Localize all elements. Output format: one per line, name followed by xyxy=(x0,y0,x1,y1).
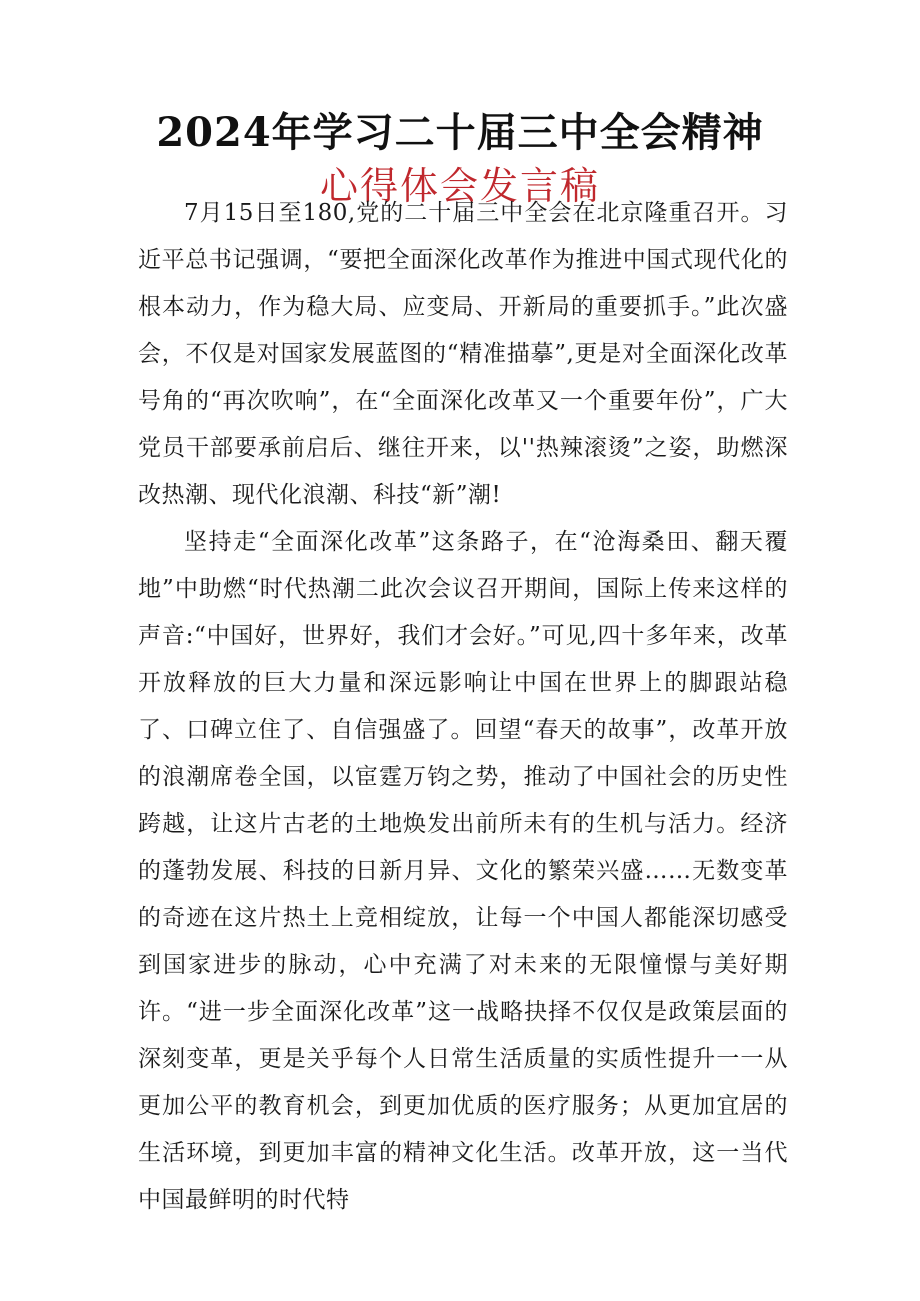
document-subtitle: 心得体会发言稿 xyxy=(319,164,600,208)
paragraph-1: 7月15日至180,党的二十届三中全会在北京隆重召开。习近平总书记强调，“要把全面深化改革作为推进中国式现代化的根本动力，作为稳大局、应变局、开新局的重要抓手。”此次盛会，不仅是对国家发展蓝图的“精准描摹”,更是对全面深化改革号角的“再次吹响”，在“全面深化改革又一个重要年份”，广大党员干部要承前启后、继往开来，以''热辣滚烫”之姿，助燃深改热潮、现代化浪潮、科技“新”潮! xyxy=(138,200,788,508)
document-title: 2024年学习二十届三中全会精神 xyxy=(156,109,764,156)
paragraph-2: 坚持走“全面深化改革”这条路子，在“沧海桑田、翻天覆地”中助燃“时代热潮二此次会议召开期间，国际上传来这样的声音:“中国好，世界好，我们才会好。”可见,四十多年来，改革开放释放的巨大力量和深远影响让中国在世界上的脚跟站稳了、口碑立住了、自信强盛了。回望“春天的故事”，改革开放的浪潮席卷全国，以宦霆万钧之势，推动了中国社会的历史性跨越，让这片古老的土地焕发出前所未有的生机与活力。经济的蓬勃发展、科技的日新月异、文化的繁荣兴盛……无数变革的奇迹在这片热土上竞相绽放，让每一个中国人都能深切感受到国家进步的脉动，心中充满了对未来的无限憧憬与美好期许。“进一步全面深化改革”这一战略抉择不仅仅是政策层面的深刻变革，更是关乎每个人日常生活质量的实质性提升一一从更加公平的教育机会，到更加优质的医疗服务；从更加宜居的生活环境，到更加丰富的精神文化生活。改革开放，这一当代中国最鲜明的时代特 xyxy=(138,529,788,1213)
document-body xyxy=(138,190,788,1224)
